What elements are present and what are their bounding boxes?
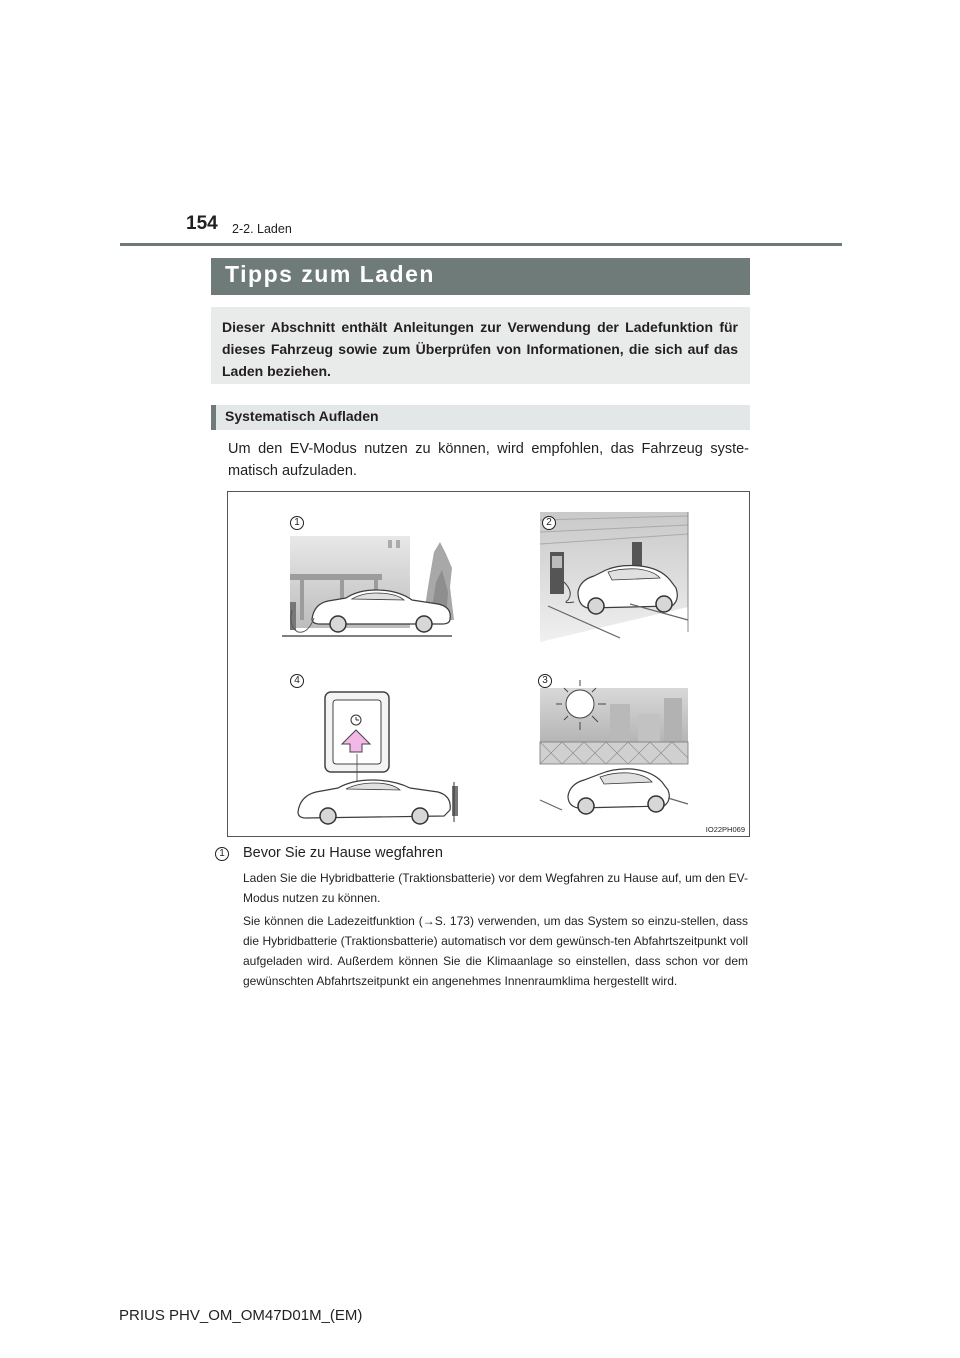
header-divider bbox=[120, 243, 842, 246]
item-paragraph-1: Laden Sie die Hybridbatterie (Traktionsbatterie) vor dem Wegfahren zu Hause auf, um den EV-Modus nutzen zu können. bbox=[243, 871, 748, 905]
illustration-drawing bbox=[228, 492, 751, 838]
intro-box: Dieser Abschnitt enthält Anleitungen zur Verwendung der Ladefunktion für dieses Fahrzeug sowie zum Überprüfen von Informationen, die sich auf das Laden beziehen. bbox=[211, 307, 750, 384]
charging-illustration bbox=[227, 491, 750, 837]
callout-4: 4 bbox=[290, 674, 304, 688]
item-title: Bevor Sie zu Hause wegfahren bbox=[243, 845, 443, 861]
scene-home bbox=[282, 536, 454, 636]
scene-timer bbox=[298, 692, 458, 824]
item-paragraph-2: Sie können die Ladezeitfunktion (→S. 173) verwenden, um das System so einzu-stellen, dass die Hybridbatterie (Traktionsbatterie) automatisch vor dem gewünsch-ten Abfahrtszeitpunkt voll aufgeladen wird. Außerdem können Sie die Klimaanlage so einstellen, dass schon vor dem gewünschten Abfahrtszeitpunkt ein angenehmes Innenraumklima hergestellt wird. bbox=[243, 914, 748, 988]
page-number: 154 bbox=[186, 213, 218, 234]
scene-charging-station bbox=[540, 512, 688, 642]
section-reference: 2-2. Laden bbox=[232, 222, 292, 236]
page-title: Tipps zum Laden bbox=[211, 258, 750, 295]
figure-code: IO22PH069 bbox=[705, 825, 745, 834]
callout-3: 3 bbox=[538, 674, 552, 688]
item-number: 1 bbox=[215, 847, 229, 861]
subsection-title: Systematisch Aufladen bbox=[211, 405, 750, 430]
subsection-intro: Um den EV-Modus nutzen zu können, wird empfohlen, das Fahrzeug syste-matisch aufzuladen. bbox=[228, 441, 749, 479]
footer-document-code: PRIUS PHV_OM_OM47D01M_(EM) bbox=[119, 1307, 363, 1324]
callout-1: 1 bbox=[290, 516, 304, 530]
callout-2: 2 bbox=[542, 516, 556, 530]
scene-sunny-parking bbox=[540, 680, 688, 814]
